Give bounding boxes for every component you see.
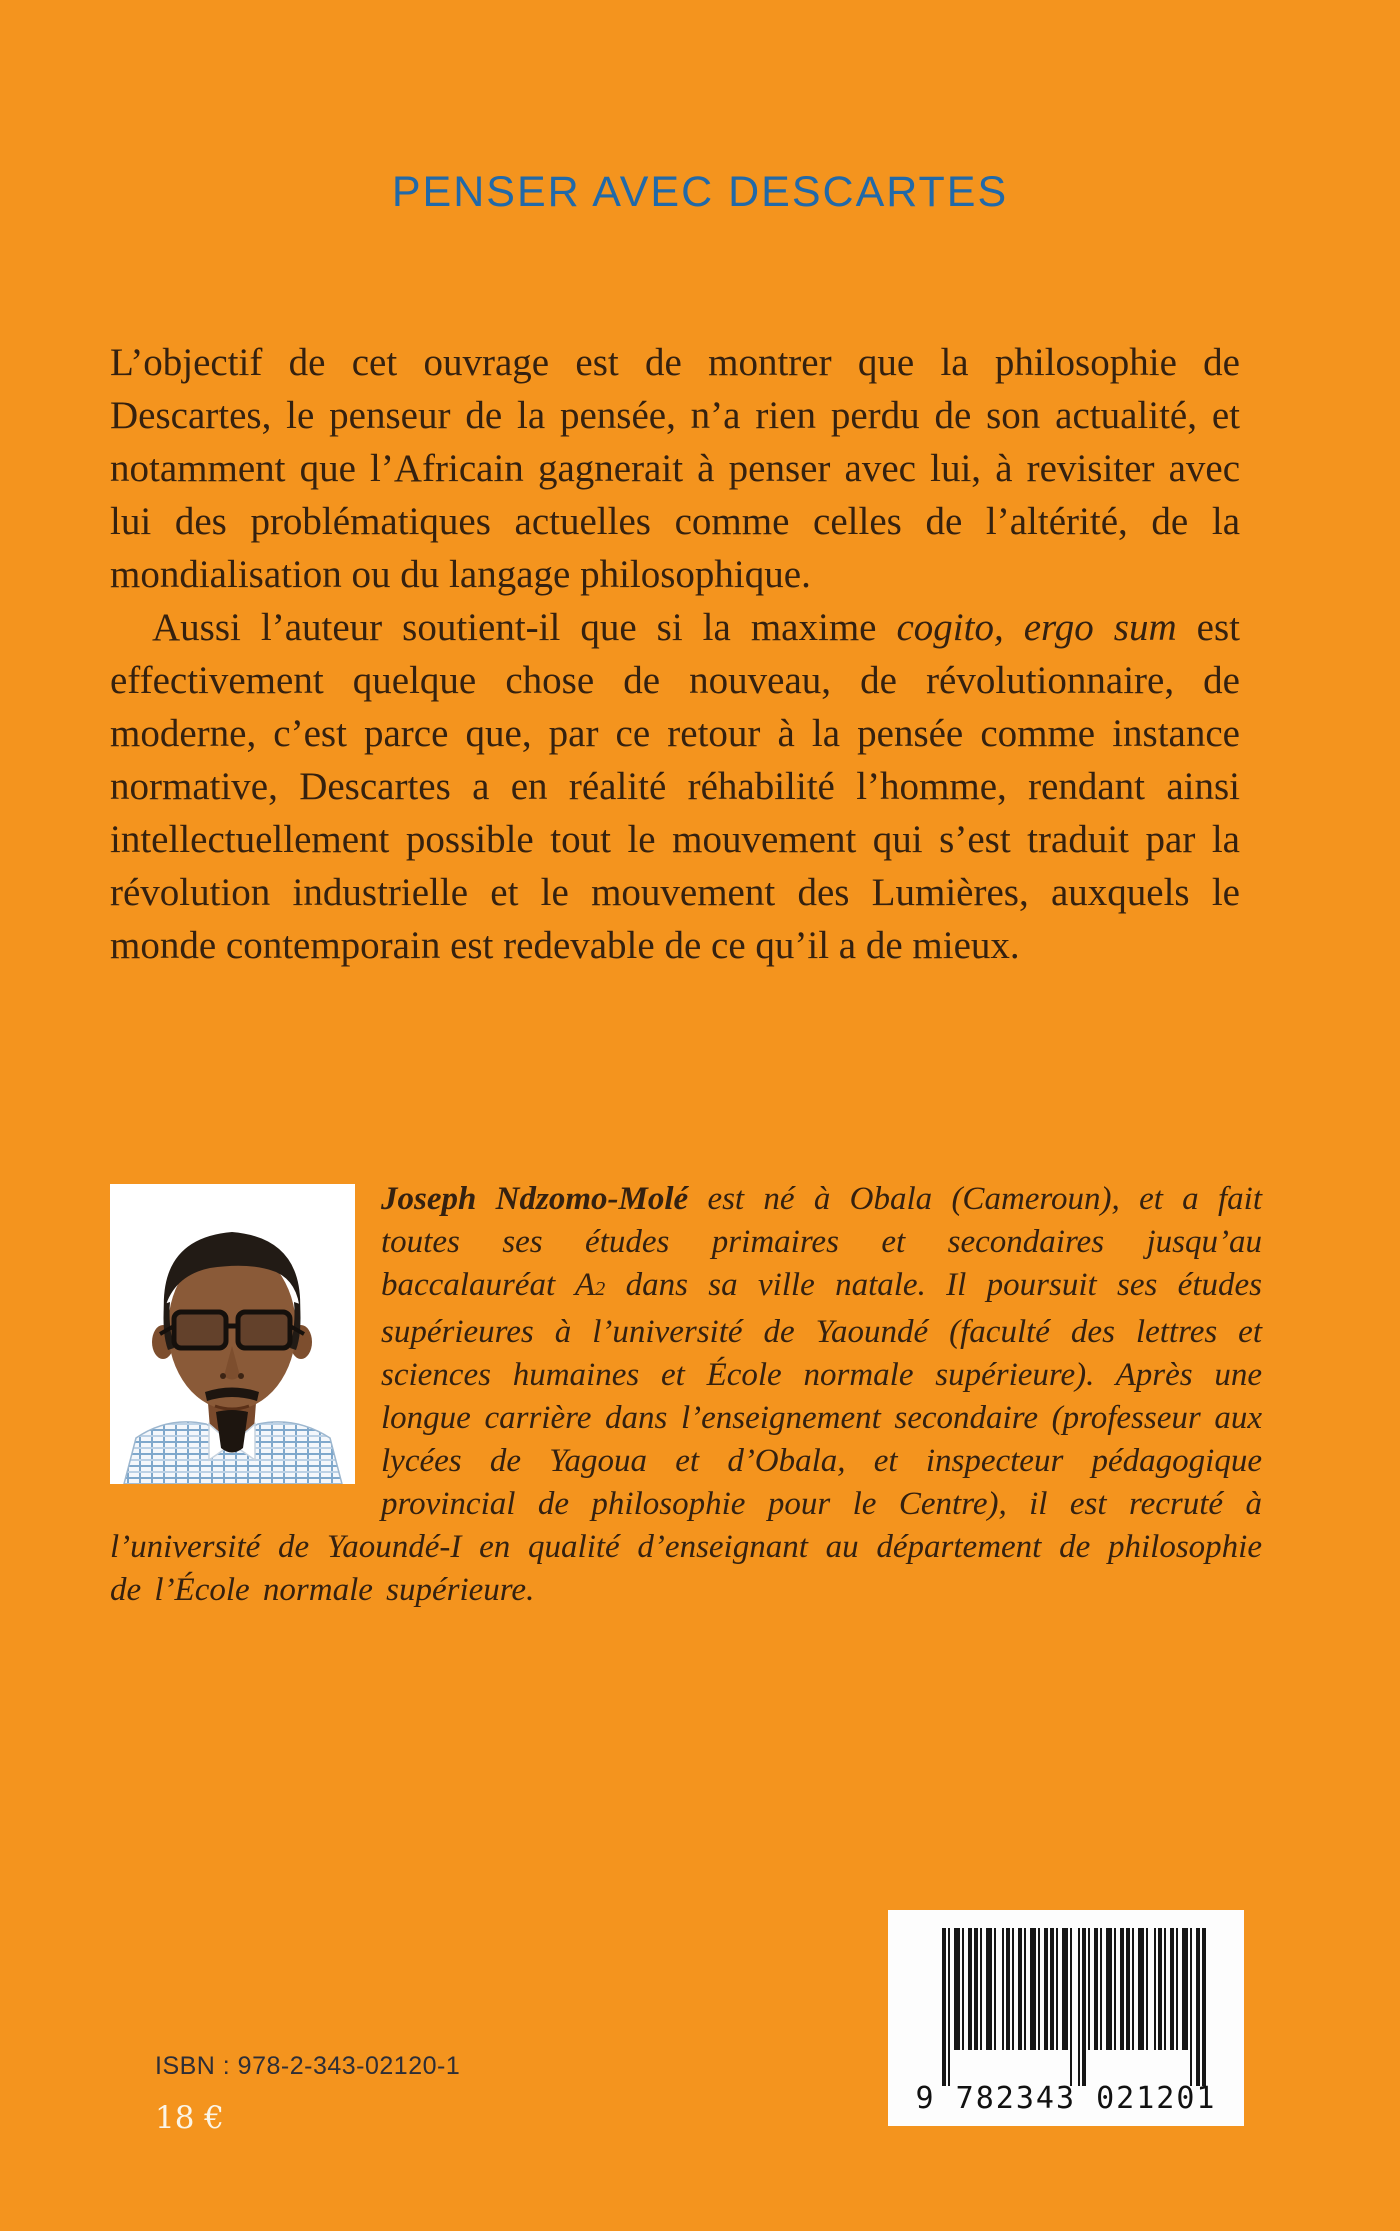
isbn-label: ISBN : 978-2-343-02120-1 bbox=[155, 2052, 461, 2080]
bac-series-subscript: 2 bbox=[595, 1278, 606, 1300]
price-label: 18 € bbox=[155, 2100, 225, 2136]
bio-text-part-1: est né à Obala (Cameroun), et a fait toutes ses études primaires et secondaires jusqu’au baccalauréat A bbox=[381, 1181, 1262, 1303]
author-photo bbox=[110, 1184, 355, 1484]
book-title: PENSER AVEC DESCARTES bbox=[391, 168, 1009, 216]
synopsis-paragraph-1: L’objectif de cet ouvrage est de montrer que la philosophie de Descartes, le penseur de la pensée, n’a rien perdu de son actualité, et notamment que l’Africain gagnerait à penser avec lui, à revisiter avec lui des problématiques actuelles comme celles de l’altérité, de la mondialisation ou du langage philosophique. bbox=[110, 341, 1240, 596]
synopsis-paragraph-2 bbox=[110, 601, 1240, 972]
synopsis-p2-rest: est effectivement quelque chose de nouveau, de révolutionnaire, de moderne, c’est parce que, par ce retour à la pensée comme instance normative, Descartes a en réalité réhabilité l’homme, rendant ainsi intellectuellement possible tout le mouvement qui s’est traduit par la révolution industrielle et le mouvement des Lumières, auxquels le monde contemporain est redevable de ce qu’il a de mieux. bbox=[110, 606, 1240, 967]
synopsis-p2-lead: Aussi l’auteur soutient-il que si la maxime bbox=[152, 606, 897, 649]
barcode-digits: 9 782343 021201 bbox=[915, 2081, 1217, 2116]
author-name: Joseph Ndzomo-Molé bbox=[381, 1181, 689, 1217]
author-bio bbox=[110, 1178, 1262, 1612]
bio-text-part-2: dans sa ville natale. Il poursuit ses études supérieures à l’université de Yaoundé (faculté des lettres et sciences humaines et École normale supérieure). Après une longue carrière dans l’enseignement secondaire (professeur aux lycées de Yagoua et d’Obala, et inspecteur pédagogique provincial de philosophie pour le Centre), il est recruté à l’université de Yaoundé-I en qualité d’enseignant au département de philosophie de l’École normale supérieure. bbox=[110, 1267, 1262, 1608]
author-portrait-illustration bbox=[110, 1184, 355, 1484]
synopsis bbox=[110, 336, 1240, 972]
barcode bbox=[888, 1910, 1244, 2126]
latin-maxim: cogito, ergo sum bbox=[896, 606, 1177, 649]
